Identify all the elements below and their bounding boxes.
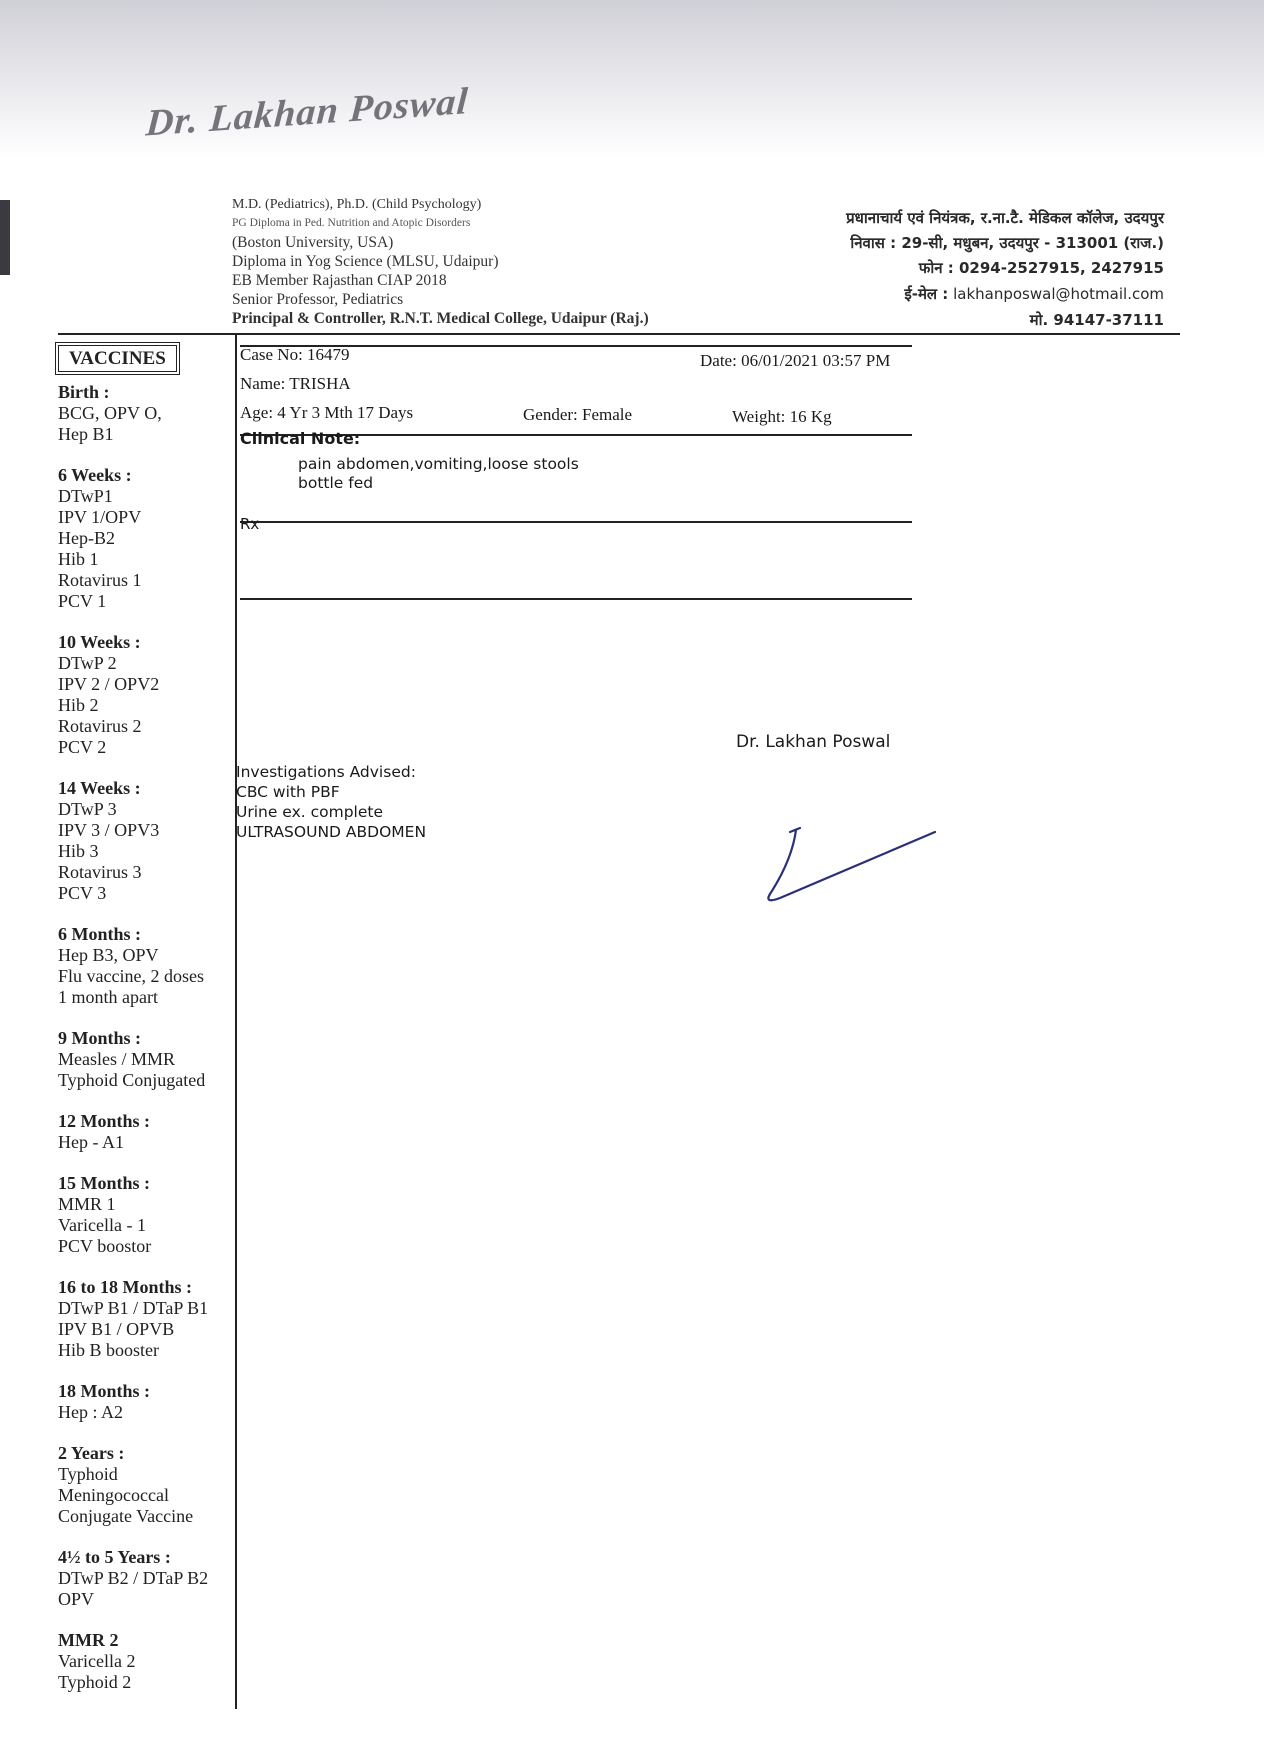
vaccine-item: Hep B3, OPV — [58, 945, 159, 965]
phone-line: फोन : 0294-2527915, 2427915 — [918, 259, 1164, 277]
vaccine-item: Flu vaccine, 2 doses — [58, 966, 204, 986]
investigations-advised — [236, 762, 426, 842]
vaccine-item: DTwP1 — [58, 486, 113, 506]
eb-member-line: EB Member Rajasthan CIAP 2018 — [232, 272, 447, 289]
vaccine-group — [58, 465, 233, 612]
vaccine-groups — [58, 382, 233, 1693]
investigation-item: ULTRASOUND ABDOMEN — [236, 823, 427, 841]
doctor-logo-signature: Dr. Lakhan Poswal — [144, 80, 470, 145]
column-divider — [235, 335, 237, 1709]
vaccine-group — [58, 1630, 233, 1693]
vaccine-item: Hib 3 — [58, 841, 99, 861]
vaccine-group — [58, 1547, 233, 1610]
email-label: ई-मेल : — [904, 285, 949, 303]
vaccine-item: Hep-B2 — [58, 528, 115, 548]
vaccine-item: Rotavirus 2 — [58, 716, 142, 736]
investigation-items — [236, 782, 426, 842]
investigation-item: Urine ex. complete — [236, 803, 384, 821]
vaccine-group-heading: 4½ to 5 Years : — [58, 1547, 171, 1567]
vaccine-group-heading: 9 Months : — [58, 1028, 142, 1048]
email-value: lakhanposwal@hotmail.com — [953, 285, 1164, 303]
vaccine-item: PCV 2 — [58, 737, 107, 757]
vaccine-group-heading: 12 Months : — [58, 1111, 151, 1131]
vaccine-item: OPV — [58, 1589, 95, 1609]
vaccine-group — [58, 1173, 233, 1257]
vaccine-group-heading: MMR 2 — [58, 1630, 119, 1650]
clinical-note-text — [298, 455, 579, 493]
email-line — [694, 284, 1164, 304]
vaccine-item: PCV 1 — [58, 591, 107, 611]
yog-diploma-line: Diploma in Yog Science (MLSU, Udaipur) — [232, 253, 499, 270]
letterhead-right — [694, 60, 1164, 330]
vaccine-group-heading: Birth : — [58, 382, 110, 402]
doctor-signature — [760, 820, 940, 910]
vaccine-group-heading: 15 Months : — [58, 1173, 151, 1193]
hindi-principal-line: प्रधानाचार्य एवं नियंत्रक, र.ना.टै. मेडिकल कॉलेज, उदयपुर — [846, 209, 1164, 227]
vaccine-item: IPV 1/OPV — [58, 507, 142, 527]
letterhead-credentials — [232, 195, 752, 328]
degree-line: M.D. (Pediatrics), Ph.D. (Child Psychology) — [232, 197, 482, 212]
investigation-item: CBC with PBF — [236, 783, 340, 801]
patient-weight: Weight: 16 Kg — [732, 407, 832, 426]
clinical-note-label: Clinical Note: — [240, 429, 361, 448]
rx-bottom-rule — [240, 598, 912, 600]
vaccine-item: IPV 2 / OPV2 — [58, 674, 160, 694]
vaccine-group — [58, 778, 233, 904]
age-row — [240, 403, 912, 430]
clinical-rule — [240, 521, 912, 523]
vaccine-group-heading: 2 Years : — [58, 1443, 125, 1463]
patient-age: Age: 4 Yr 3 Mth 17 Days — [240, 403, 414, 422]
vaccine-group — [58, 1381, 233, 1423]
patient-name: Name: TRISHA — [240, 374, 351, 393]
vaccine-item: Hep : A2 — [58, 1402, 123, 1422]
pg-diploma-line: PG Diploma in Ped. Nutrition and Atopic Disorders — [232, 217, 471, 229]
vaccine-group-heading: 6 Months : — [58, 924, 142, 944]
vaccine-item: DTwP B2 / DTaP B2 — [58, 1568, 209, 1588]
vaccine-group — [58, 1028, 233, 1091]
vaccine-item: Varicella 2 — [58, 1651, 136, 1671]
vaccine-group-heading: 16 to 18 Months : — [58, 1277, 192, 1297]
principal-line: Principal & Controller, R.N.T. Medical College, Udaipur (Raj.) — [232, 310, 649, 327]
case-row — [240, 345, 912, 372]
senior-professor-line: Senior Professor, Pediatrics — [232, 291, 404, 308]
vaccine-item: IPV 3 / OPV3 — [58, 820, 160, 840]
vaccine-group — [58, 632, 233, 758]
vaccine-item: Meningococcal — [58, 1485, 169, 1505]
vaccine-item: MMR 1 — [58, 1194, 116, 1214]
vaccine-item: DTwP B1 / DTaP B1 — [58, 1298, 209, 1318]
vaccine-item: Hib 1 — [58, 549, 99, 569]
vaccine-item: Hep - A1 — [58, 1132, 124, 1152]
residence-line: निवास : 29-सी, मधुबन, उदयपुर - 313001 (राज.) — [850, 234, 1164, 252]
patient-gender: Gender: Female — [523, 405, 633, 424]
case-number: Case No: 16479 — [240, 345, 350, 364]
vaccine-item: IPV B1 / OPVB — [58, 1319, 175, 1339]
vaccine-item: PCV boostor — [58, 1236, 152, 1256]
vaccine-item: Conjugate Vaccine — [58, 1506, 194, 1526]
vaccine-item: Rotavirus 3 — [58, 862, 142, 882]
vaccine-item: Measles / MMR — [58, 1049, 175, 1069]
visit-date: Date: 06/01/2021 03:57 PM — [700, 351, 891, 370]
vaccine-group-heading: 14 Weeks : — [58, 778, 141, 798]
boston-line: (Boston University, USA) — [232, 234, 394, 251]
vaccine-item: Hep B1 — [58, 424, 114, 444]
vaccine-group-heading: 18 Months : — [58, 1381, 151, 1401]
vaccine-group — [58, 1277, 233, 1361]
doctor-name: Dr. Lakhan Poswal — [736, 732, 891, 752]
prescription-area — [240, 345, 912, 752]
vaccine-group — [58, 382, 233, 445]
vaccine-group-heading: 10 Weeks : — [58, 632, 141, 652]
vaccine-item: Typhoid 2 — [58, 1672, 132, 1692]
clinical-note-line: pain abdomen,vomiting,loose stools — [298, 455, 579, 473]
vaccine-group — [58, 1111, 233, 1153]
vaccine-item: BCG, OPV O, — [58, 403, 162, 423]
clinical-note-line: bottle fed — [298, 474, 374, 492]
letterhead-left — [144, 80, 708, 145]
vaccine-item: Typhoid — [58, 1464, 118, 1484]
vaccine-group-heading: 6 Weeks : — [58, 465, 132, 485]
vaccine-item: Typhoid Conjugated — [58, 1070, 206, 1090]
rx-label: Rx — [240, 515, 260, 533]
vaccines-column — [58, 345, 233, 1713]
header-rule — [58, 333, 1180, 335]
mobile-line: मो. 94147-37111 — [1029, 311, 1164, 329]
vaccine-item: 1 month apart — [58, 987, 158, 1007]
vaccines-title: VACCINES — [58, 345, 177, 372]
vaccine-item: Rotavirus 1 — [58, 570, 142, 590]
vaccine-item: PCV 3 — [58, 883, 107, 903]
vaccine-group — [58, 1443, 233, 1527]
vaccine-item: Varicella - 1 — [58, 1215, 146, 1235]
vaccine-item: Hib 2 — [58, 695, 99, 715]
vaccine-item: Hib B booster — [58, 1340, 159, 1360]
vaccine-group — [58, 924, 233, 1008]
scan-edge-shadow — [0, 200, 10, 275]
vaccine-item: DTwP 2 — [58, 653, 117, 673]
vaccine-item: DTwP 3 — [58, 799, 117, 819]
investigations-label: Investigations Advised: — [236, 763, 416, 781]
